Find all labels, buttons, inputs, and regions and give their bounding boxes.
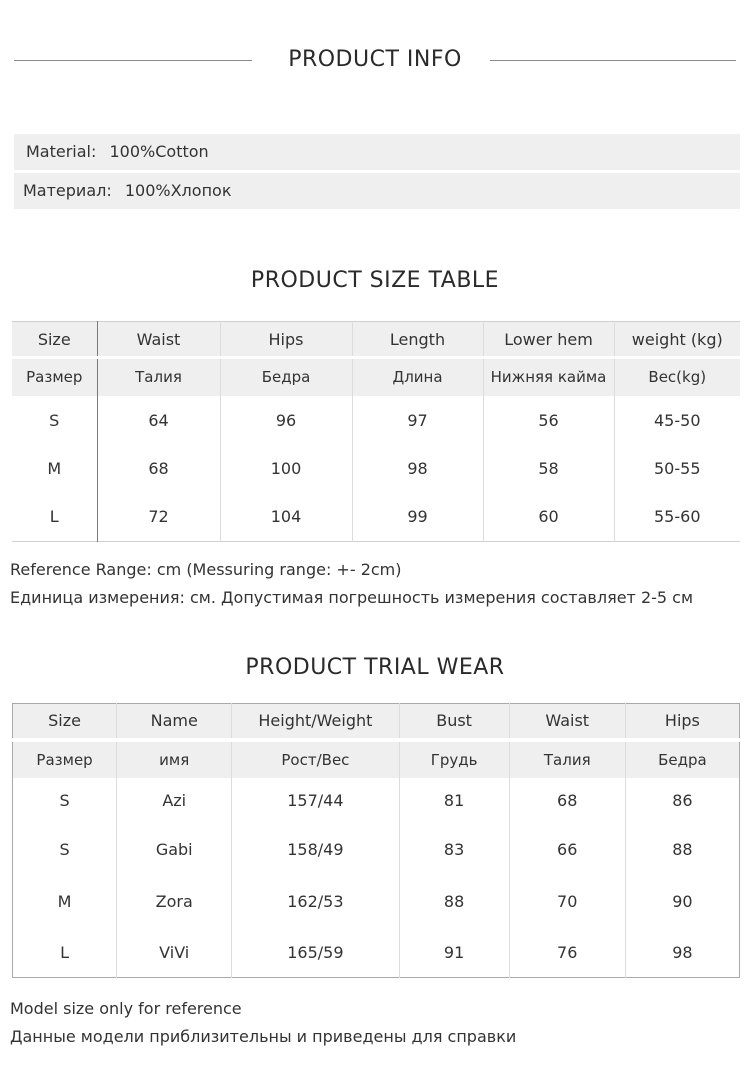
cell-name: ViVi (117, 928, 232, 978)
cell-length: 99 (352, 492, 483, 542)
cell-size: L (49, 506, 59, 526)
header-waist: Waist (509, 704, 625, 740)
info-value: 100%Хлопок (124, 181, 232, 200)
info-value: 100%Cotton (109, 142, 209, 161)
trial-note-en: Model size only for reference (10, 999, 242, 1018)
cell-size: S (59, 840, 70, 859)
cell-height-weight: 158/49 (232, 824, 399, 876)
trial-wear-table (12, 703, 740, 978)
cell-name: Zora (117, 876, 232, 928)
cell-height-weight: 157/44 (232, 778, 399, 824)
cell-size: S (59, 791, 70, 810)
header-hips-ru: Бедра (625, 740, 739, 778)
cell-hips: 104 (220, 492, 352, 542)
size-table-title: PRODUCT SIZE TABLE (250, 268, 500, 293)
product-info-title: PRODUCT INFO (288, 47, 462, 72)
info-row-material-ru (14, 173, 740, 209)
cell-waist: 72 (97, 492, 220, 542)
cell-hips: 100 (220, 446, 352, 492)
header-weight: weight (kg) (614, 322, 740, 358)
size-table (12, 321, 740, 542)
trial-wear-title: PRODUCT TRIAL WEAR (245, 655, 505, 680)
cell-size: M (47, 459, 62, 478)
cell-name: Gabi (117, 824, 232, 876)
info-row-material-en (14, 134, 740, 170)
table-row (12, 492, 740, 542)
header-lower-hem-ru: Нижняя кайма (483, 358, 614, 396)
table-row (13, 824, 740, 876)
cell-hips: 86 (625, 778, 739, 824)
cell-waist: 68 (509, 778, 625, 824)
cell-hips: 90 (625, 876, 739, 928)
cell-waist: 76 (509, 928, 625, 978)
size-header-en (12, 322, 740, 358)
header-bust-ru: Грудь (399, 740, 509, 778)
cell-lower-hem: 56 (483, 396, 614, 446)
cell-bust: 88 (399, 876, 509, 928)
cell-height-weight: 165/59 (232, 928, 399, 978)
cell-length: 97 (352, 396, 483, 446)
trial-header-en (13, 704, 740, 740)
cell-waist: 70 (509, 876, 625, 928)
cell-bust: 91 (399, 928, 509, 978)
cell-lower-hem: 58 (483, 446, 614, 492)
cell-bust: 83 (399, 824, 509, 876)
table-row (12, 446, 740, 492)
cell-bust: 81 (399, 778, 509, 824)
header-weight-ru: Вес(kg) (614, 358, 740, 396)
cell-waist: 64 (97, 396, 220, 446)
cell-lower-hem: 60 (483, 492, 614, 542)
cell-weight: 45-50 (614, 396, 740, 446)
cell-waist: 68 (97, 446, 220, 492)
header-size-ru: Размер (13, 740, 117, 778)
size-note-ru: Единица измерения: см. Допустимая погрешность измерения составляет 2-5 см (10, 588, 694, 607)
header-waist-ru: Талия (509, 740, 625, 778)
info-label: Material: (26, 142, 97, 161)
cell-waist: 66 (509, 824, 625, 876)
cell-height-weight: 162/53 (232, 876, 399, 928)
info-label: Материал: (23, 181, 112, 200)
header-height-weight-ru: Рост/Вес (232, 740, 399, 778)
header-length: Length (352, 322, 483, 358)
trial-note-ru: Данные модели приблизительны и приведены для справки (10, 1027, 517, 1046)
header-hips-ru: Бедра (220, 358, 352, 396)
header-length-ru: Длина (352, 358, 483, 396)
cell-weight: 50-55 (614, 446, 740, 492)
header-height-weight: Height/Weight (232, 704, 399, 740)
header-lower-hem: Lower hem (483, 322, 614, 358)
header-hips: Hips (625, 704, 739, 740)
header-waist: Waist (97, 322, 220, 358)
cell-hips: 88 (625, 824, 739, 876)
header-size: Size (13, 704, 117, 740)
table-row (13, 928, 740, 978)
cell-hips: 98 (625, 928, 739, 978)
cell-weight: 55-60 (614, 492, 740, 542)
table-row (13, 876, 740, 928)
size-header-ru (12, 358, 740, 396)
cell-size: M (57, 892, 72, 911)
header-size-ru: Размер (12, 358, 97, 396)
header-name-ru: имя (117, 740, 232, 778)
header-hips: Hips (220, 322, 352, 358)
table-row (13, 778, 740, 824)
size-note-en: Reference Range: cm (Messuring range: +- 2cm) (10, 560, 402, 579)
cell-size: L (60, 942, 70, 962)
table-row (12, 396, 740, 446)
trial-header-ru (13, 740, 740, 778)
header-name: Name (117, 704, 232, 740)
cell-size: S (49, 411, 60, 430)
header-size: Size (12, 322, 97, 358)
cell-name: Azi (117, 778, 232, 824)
cell-length: 98 (352, 446, 483, 492)
header-waist-ru: Талия (97, 358, 220, 396)
cell-hips: 96 (220, 396, 352, 446)
header-bust: Bust (399, 704, 509, 740)
